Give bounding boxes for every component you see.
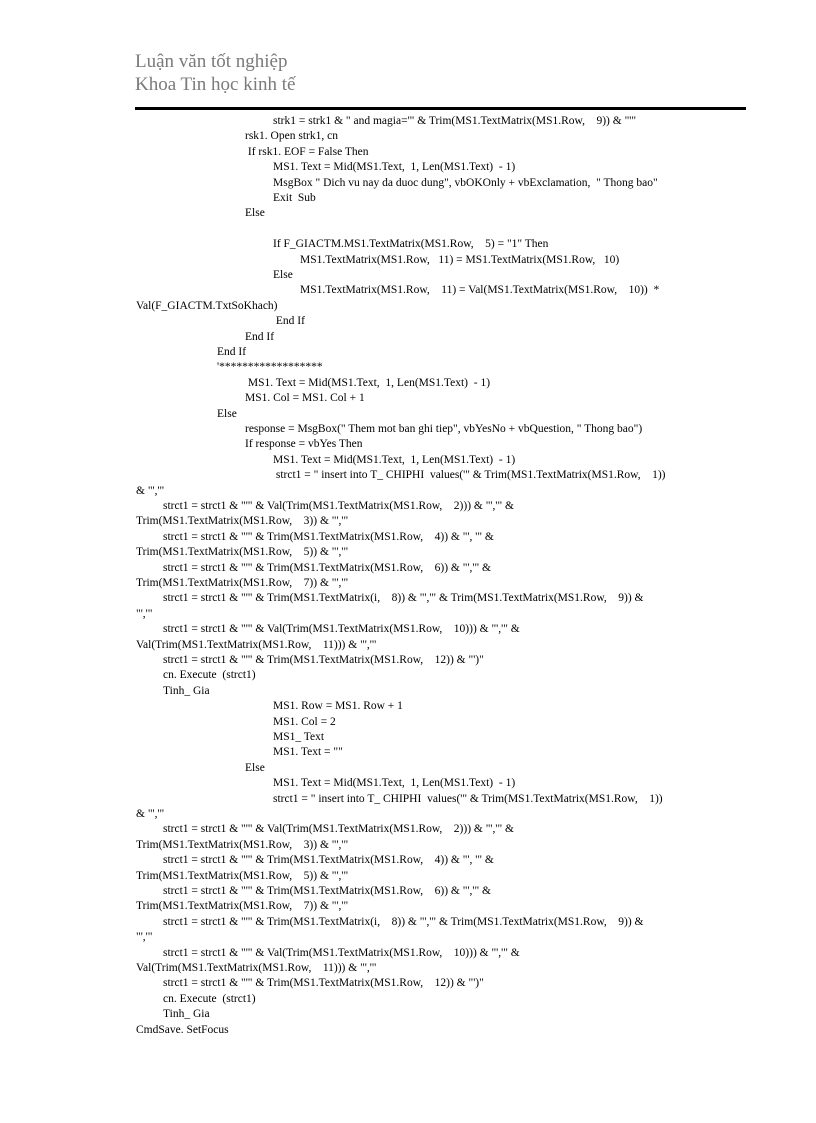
code-line: strct1 = " insert into T_ CHIPHI values('" & Trim(MS1.TextMatrix(MS1.Row, 1)) (273, 792, 663, 805)
code-line: cn. Execute (strct1) (163, 992, 256, 1005)
header-thesis-title: Luận văn tốt nghiệp (135, 51, 288, 72)
code-line: '****************** (217, 361, 323, 374)
code-line: strct1 = strct1 & "'" & Trim(MS1.TextMatrix(i, 8)) & "','" & Trim(MS1.TextMatrix(MS1.Row, 9)) & (163, 592, 644, 605)
code-line: "','" (136, 607, 153, 620)
code-line: strct1 = strct1 & "'" & Trim(MS1.TextMatrix(MS1.Row, 6)) & "','" & (163, 561, 491, 574)
code-line: If F_GIACTM.MS1.TextMatrix(MS1.Row, 5) = "1" Then (273, 238, 549, 251)
code-line: strct1 = strct1 & "'" & Val(Trim(MS1.TextMatrix(MS1.Row, 10))) & "','" & (163, 623, 520, 636)
code-line: strct1 = strct1 & "'" & Trim(MS1.TextMatrix(MS1.Row, 4)) & "', '" & (163, 530, 494, 543)
code-line: Else (245, 207, 265, 220)
header-rule (135, 107, 746, 110)
code-line: Trim(MS1.TextMatrix(MS1.Row, 5)) & "','" (136, 869, 349, 882)
code-line: MS1_ Text (273, 731, 325, 743)
code-line: cn. Execute (strct1) (163, 669, 256, 682)
code-line: MS1. Text = Mid(MS1.Text, 1, Len(MS1.Text) - 1) (273, 453, 516, 466)
code-line: MS1. Text = Mid(MS1.Text, 1, Len(MS1.Text) - 1) (245, 376, 491, 389)
code-line: Val(Trim(MS1.TextMatrix(MS1.Row, 11))) & "','" (136, 638, 377, 651)
code-line: strct1 = strct1 & "'" & Trim(MS1.TextMatrix(i, 8)) & "','" & Trim(MS1.TextMatrix(MS1.Row, 9)) & (163, 915, 644, 928)
code-line: Else (245, 761, 265, 774)
header-faculty: Khoa Tin học kinh tế (135, 74, 296, 95)
code-line: MS1. Text = "" (273, 746, 343, 759)
code-line: Trim(MS1.TextMatrix(MS1.Row, 7)) & "','" (136, 577, 349, 589)
code-line: End If (273, 315, 305, 328)
code-line: strct1 = strct1 & "'" & Trim(MS1.TextMatrix(MS1.Row, 12)) & "')" (163, 977, 484, 990)
code-line: strct1 = strct1 & "'" & Val(Trim(MS1.TextMatrix(MS1.Row, 10))) & "','" & (163, 946, 520, 959)
code-line: MsgBox " Dich vu nay da duoc dung", vbOKOnly + vbExclamation, " Thong bao" (273, 176, 658, 189)
code-line: Trim(MS1.TextMatrix(MS1.Row, 3)) & "','" (136, 838, 349, 851)
code-line: Val(Trim(MS1.TextMatrix(MS1.Row, 11))) & "','" (136, 962, 377, 974)
code-line: If rsk1. EOF = False Then (245, 145, 369, 158)
code-line: Exit Sub (273, 192, 316, 204)
code-line: & "','" (136, 808, 165, 820)
code-line: MS1. Row = MS1. Row + 1 (273, 700, 403, 713)
code-line: strct1 = " insert into T_ CHIPHI values('" & Trim(MS1.TextMatrix(MS1.Row, 1)) (273, 469, 666, 482)
page-header (135, 50, 295, 96)
code-line: MS1.TextMatrix(MS1.Row, 11) = Val(MS1.TextMatrix(MS1.Row, 10)) * (300, 284, 660, 297)
code-line: "','" (136, 931, 153, 944)
code-line: response = MsgBox(" Them mot ban ghi tiep", vbYesNo + vbQuestion, " Thong bao") (245, 423, 643, 435)
code-line: MS1. Col = 2 (273, 715, 336, 728)
code-line: strk1 = strk1 & " and magia='" & Trim(MS1.TextMatrix(MS1.Row, 9)) & "'" (273, 115, 637, 127)
code-line: Else (217, 407, 237, 420)
code-line: MS1. Text = Mid(MS1.Text, 1, Len(MS1.Text) - 1) (273, 777, 516, 790)
code-line: Trim(MS1.TextMatrix(MS1.Row, 7)) & "','" (136, 900, 349, 913)
code-line: End If (245, 330, 275, 343)
code-line: strct1 = strct1 & "'" & Trim(MS1.TextMatrix(MS1.Row, 4)) & "', '" & (163, 854, 494, 867)
code-line: strct1 = strct1 & "'" & Trim(MS1.TextMatrix(MS1.Row, 6)) & "','" & (163, 885, 491, 897)
code-line: strct1 = strct1 & "'" & Val(Trim(MS1.TextMatrix(MS1.Row, 2))) & "','" & (163, 823, 514, 836)
code-line: CmdSave. SetFocus (136, 1023, 229, 1036)
code-line: MS1. Col = MS1. Col + 1 (245, 392, 365, 405)
code-line: strct1 = strct1 & "'" & Val(Trim(MS1.TextMatrix(MS1.Row, 2))) & "','" & (163, 500, 514, 512)
code-line: strct1 = strct1 & "'" & Trim(MS1.TextMatrix(MS1.Row, 12)) & "')" (163, 654, 484, 666)
code-line: MS1. Text = Mid(MS1.Text, 1, Len(MS1.Text) - 1) (273, 161, 516, 174)
code-line: Trim(MS1.TextMatrix(MS1.Row, 5)) & "','" (136, 546, 349, 559)
code-line: Tinh_ Gia (163, 1008, 210, 1021)
code-line: Else (273, 269, 293, 281)
code-line: Tinh_ Gia (163, 684, 210, 697)
code-line: End If (217, 346, 247, 358)
code-line: Val(F_GIACTM.TxtSoKhach) (136, 299, 278, 312)
code-line: MS1.TextMatrix(MS1.Row, 11) = MS1.TextMatrix(MS1.Row, 10) (300, 253, 620, 266)
code-line: Trim(MS1.TextMatrix(MS1.Row, 3)) & "','" (136, 515, 349, 528)
code-line: rsk1. Open strk1, cn (245, 130, 338, 143)
code-line: & "','" (136, 484, 165, 497)
code-line: If response = vbYes Then (245, 438, 363, 451)
